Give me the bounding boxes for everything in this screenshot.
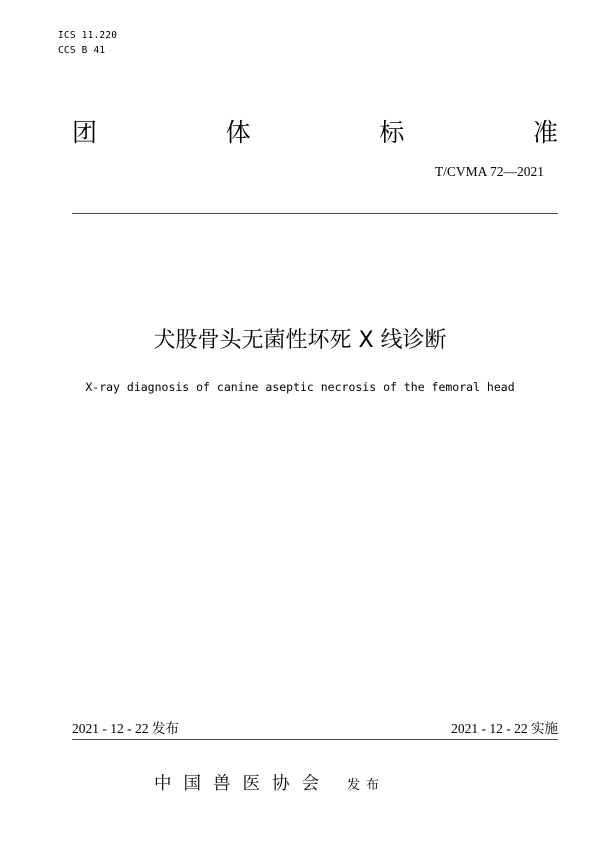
standard-type-char: 准 bbox=[532, 118, 558, 147]
ccs-code: CCS B 41 bbox=[58, 45, 106, 56]
publisher-line bbox=[154, 771, 385, 799]
implementation-date: 2021 - 12 - 22 实施 bbox=[451, 721, 558, 736]
top-divider bbox=[72, 213, 558, 214]
standard-type-char: 体 bbox=[225, 118, 251, 147]
issue-date: 2021 - 12 - 22 发布 bbox=[72, 721, 179, 736]
standard-type-heading bbox=[72, 116, 558, 150]
publisher-name: 中国兽医协会 bbox=[154, 774, 331, 794]
standard-type-char: 团 bbox=[72, 118, 98, 147]
ics-code: ICS 11.220 bbox=[58, 30, 118, 41]
bottom-divider bbox=[72, 739, 558, 740]
standard-number: T/CVMA 72—2021 bbox=[434, 164, 544, 179]
publisher-action: 发布 bbox=[347, 778, 386, 793]
document-title-english: X-ray diagnosis of canine aseptic necrosis of the femoral head bbox=[85, 380, 515, 394]
standard-type-char: 标 bbox=[379, 118, 405, 147]
document-title-chinese: 犬股骨头无菌性坏死 X 线诊断 bbox=[153, 328, 447, 353]
